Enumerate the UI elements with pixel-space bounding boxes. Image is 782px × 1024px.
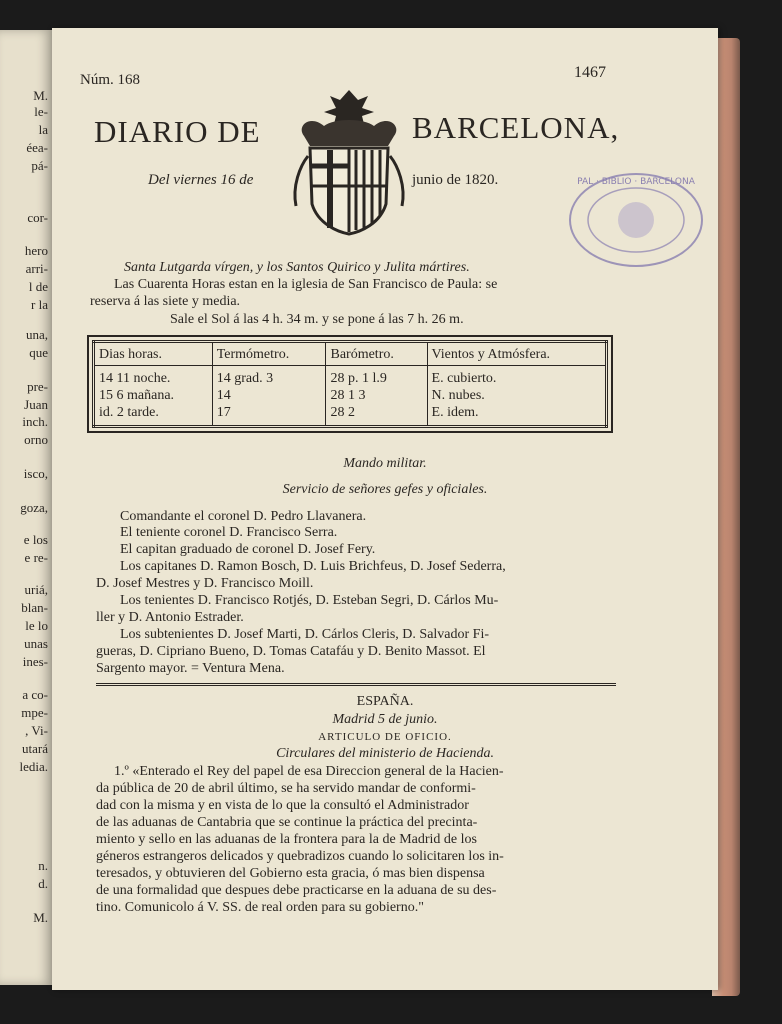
left-page-fragment: le lo: [25, 618, 48, 633]
weather-cell: E. idem.: [427, 404, 606, 427]
left-page-fragment: blan-: [21, 600, 48, 615]
military-line: Los capitanes D. Ramon Bosch, D. Luis Brichfeus, D. Josef Sederra,: [120, 559, 506, 574]
left-page-fragment: r la: [31, 297, 48, 312]
weather-row: [94, 387, 607, 404]
left-page-fragment: goza,: [20, 500, 48, 515]
weather-table: [92, 340, 608, 428]
left-page-fragment: n.: [38, 858, 48, 873]
military-heading: Mando militar.: [343, 456, 427, 471]
left-page-fragment: ines-: [22, 654, 48, 669]
weather-row: [94, 404, 607, 427]
page-number: 1467: [574, 64, 606, 81]
left-page-fragment: utará: [22, 741, 48, 756]
military-line: gueras, D. Cipriano Bueno, D. Tomas Catafáu y D. Benito Massot. El: [96, 644, 486, 659]
article-line: 1.º «Enterado el Rey del papel de esa Direccion general de la Hacien-: [114, 764, 504, 779]
article-line: géneros estrangeros delicados y quebradizos cuando lo solicitaren los in-: [96, 849, 504, 864]
military-line: El capitan graduado de coronel D. Josef Fery.: [120, 542, 376, 557]
news-country: ESPAÑA.: [356, 694, 414, 709]
left-page-fragment: l de: [28, 279, 48, 294]
left-page-fragment: unas: [24, 636, 48, 651]
military-line: Sargento mayor. = Ventura Mena.: [96, 661, 285, 676]
left-page-fragment: una,: [25, 327, 48, 342]
military-line: D. Josef Mestres y D. Francisco Moill.: [96, 576, 314, 591]
left-page-fragment: a co-: [22, 687, 48, 702]
left-page-fragment: M.: [33, 88, 48, 103]
left-page-fragment: M.: [33, 910, 48, 925]
weather-header-cell: Barómetro.: [326, 342, 427, 366]
left-page-fragment: mpe-: [21, 705, 48, 720]
left-page-fragment: le-: [34, 104, 48, 119]
left-page-fragment: isco,: [23, 466, 48, 481]
masthead-right: BARCELONA,: [412, 110, 620, 145]
left-page-fragment: que: [29, 345, 48, 360]
stamp-text: PAL · BIBLIO · BARCELONA: [577, 177, 695, 187]
military-line: ller y D. Antonio Estrader.: [96, 610, 244, 625]
sun-times: Sale el Sol á las 4 h. 34 m. y se pone á las 7 h. 26 m.: [170, 312, 464, 327]
weather-header-cell: Vientos y Atmósfera.: [427, 342, 606, 366]
barcelona-crest-icon: [290, 86, 408, 238]
military-line: Los tenientes D. Francisco Rotjés, D. Esteban Segri, D. Cárlos Mu-: [120, 593, 499, 608]
left-page-fragment: pre-: [27, 379, 48, 394]
left-page-fragment: hero: [24, 243, 48, 258]
section-divider: [96, 683, 616, 686]
news-dateline: Madrid 5 de junio.: [332, 712, 438, 727]
article-label: ARTICULO DE OFICIO.: [318, 731, 452, 743]
military-line: Comandante el coronel D. Pedro Llavanera.: [120, 509, 367, 524]
weather-cell: E. cubierto.: [427, 366, 606, 388]
left-page-edge: [0, 30, 54, 985]
left-page-fragment: cor-: [27, 210, 48, 225]
article-line: de una formalidad que despues debe practicarse en la aduana de su des-: [96, 883, 497, 898]
saints-line: Santa Lutgarda vírgen, y los Santos Quirico y Julita mártires.: [124, 260, 470, 275]
left-page-fragment: e re-: [24, 550, 48, 565]
weather-cell: 14: [212, 387, 326, 404]
article-line: teresados, y obtuvieren del Gobierno esta gracia, ó mas bien dispensa: [96, 866, 485, 881]
weather-cell: 15 6 mañana.: [99, 388, 175, 403]
weather-cell: 28 1 3: [326, 387, 427, 404]
left-page-fragment: inch.: [22, 414, 48, 429]
date-left: Del viernes 16 de: [148, 172, 254, 188]
military-subheading: Servicio de señores gefes y oficiales.: [282, 482, 488, 497]
left-page-fragment: e los: [23, 532, 48, 547]
weather-cell: 17: [212, 404, 326, 427]
weather-cell: 14 grad. 3: [212, 366, 326, 388]
left-page-fragment: Juan: [24, 397, 48, 412]
left-page-fragment: pá-: [31, 158, 48, 173]
left-page-fragment: arri-: [25, 261, 48, 276]
article-line: miento y sello en las aduanas de la frontera para la de Madrid de los: [96, 832, 477, 847]
circular-title: Circulares del ministerio de Hacienda.: [276, 746, 494, 761]
weather-cell: 28 2: [326, 404, 427, 427]
left-page-fragment: orno: [24, 432, 48, 447]
article-line: dad con la misma y en vista de lo que la consultó el Administrador: [96, 798, 469, 813]
weather-cell: N. nubes.: [427, 387, 606, 404]
forty-hours-line-1: Las Cuarenta Horas estan en la iglesia de San Francisco de Paula: se: [114, 277, 498, 292]
left-page-fragment: uriá,: [24, 582, 48, 597]
left-page-fragment: ledia.: [19, 759, 48, 774]
weather-header-cell: Dias horas.: [94, 342, 213, 366]
forty-hours-line-2: reserva á las siete y media.: [90, 294, 241, 309]
library-stamp-icon: [566, 170, 706, 270]
article-line: de las aduanas de Cantabria que se continue la práctica del precinta-: [96, 815, 478, 830]
masthead-left: DIARIO DE: [94, 114, 261, 149]
military-line: El teniente coronel D. Francisco Serra.: [120, 525, 338, 540]
weather-cell: 14 11 noche.: [99, 371, 171, 386]
article-line: tino. Comunicolo á V. SS. de real orden para su gobierno.": [96, 900, 424, 915]
left-page-fragment: la: [38, 122, 48, 137]
left-page-fragment: éea-: [26, 140, 48, 155]
left-page-fragment: d.: [38, 876, 48, 891]
weather-header-row: [94, 342, 607, 366]
weather-row: [94, 366, 607, 388]
date-right: junio de 1820.: [412, 172, 499, 188]
left-page-fragment: , Vi-: [25, 723, 48, 738]
newspaper-page: [52, 28, 718, 990]
weather-cell: 28 p. 1 l.9: [326, 366, 427, 388]
article-line: da pública de 20 de abril último, se ha servido mandar de conformi-: [96, 781, 476, 796]
issue-number: Núm. 168: [80, 72, 140, 88]
military-line: Los subtenientes D. Josef Marti, D. Cárlos Cleris, D. Salvador Fi-: [120, 627, 490, 642]
weather-header-cell: Termómetro.: [212, 342, 326, 366]
weather-cell: id. 2 tarde.: [99, 405, 159, 420]
